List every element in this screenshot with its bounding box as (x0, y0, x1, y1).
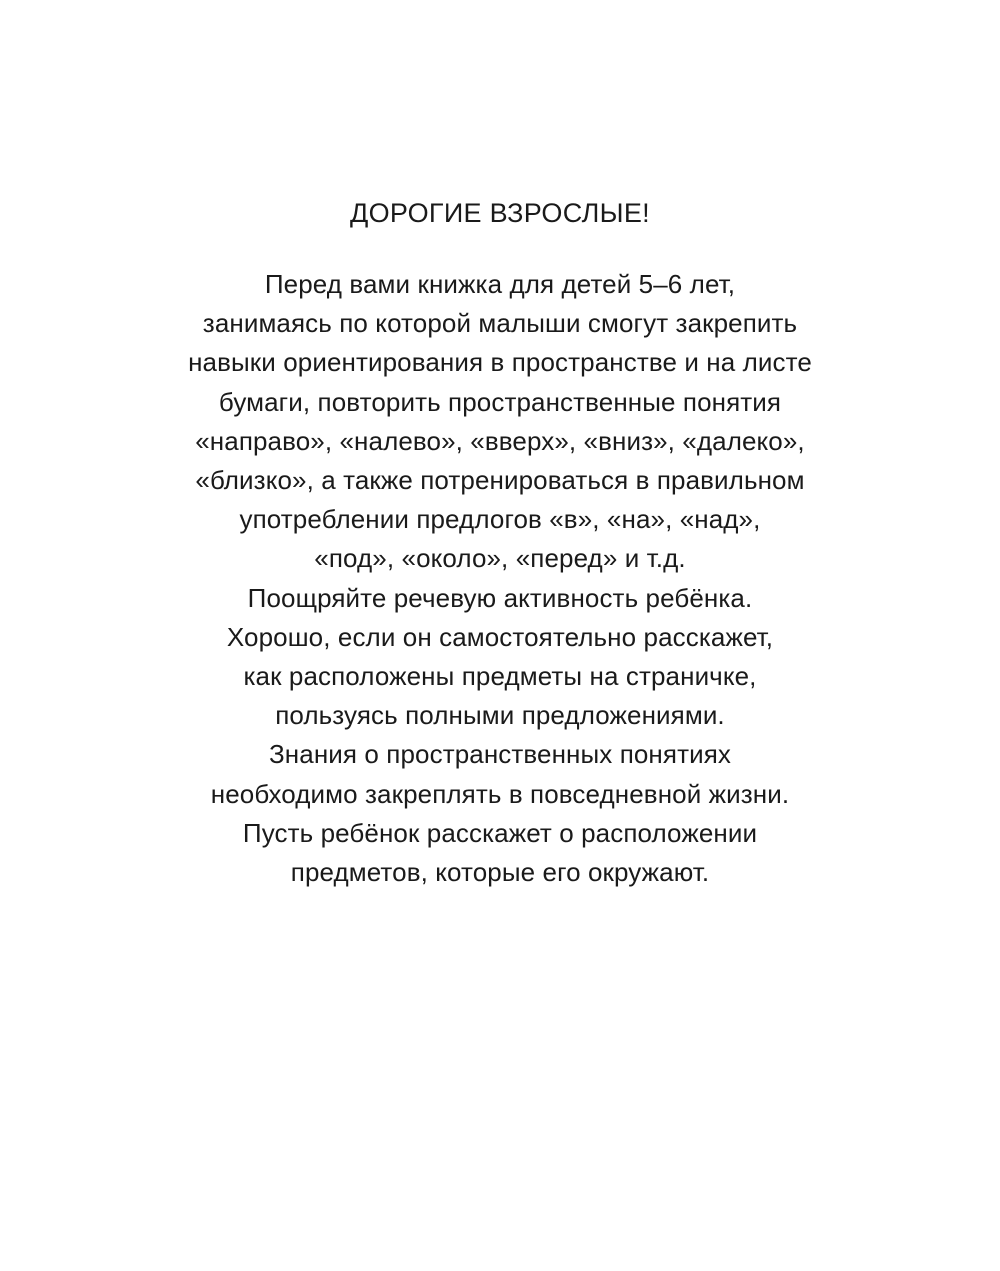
text-line: навыки ориентирования в пространстве и на листе (188, 347, 812, 378)
text-line: «направо», «налево», «вверх», «вниз», «далеко», (195, 425, 805, 456)
text-line: употреблении предлогов «в», «на», «над», (239, 504, 761, 535)
text-line: необходимо закреплять в повседневной жизни. (210, 778, 790, 809)
text-line: как расположены предметы на страничке, (243, 661, 757, 692)
text-line: Пусть ребёнок расскажет о расположении (242, 817, 758, 848)
text-line: Хорошо, если он самостоятельно расскажет, (226, 621, 774, 652)
text-line: Перед вами книжка для детей 5–6 лет, (264, 269, 736, 299)
text-line: бумаги, повторить пространственные понятия (218, 386, 782, 417)
page-title: ДОРОГИЕ ВЗРОСЛЫЕ! (350, 198, 650, 228)
text-line: Знания о пространственных понятиях (269, 739, 731, 770)
text-line: пользуясь полными предложениями. (275, 700, 725, 731)
text-line: предметов, которые его окружают. (290, 857, 710, 888)
body-text (0, 265, 1000, 892)
text-line: занимаясь по которой малыши смогут закрепить (202, 308, 798, 339)
text-line: «под», «около», «перед» и т.д. (314, 543, 686, 574)
text-line: Поощряйте речевую активность ребёнка. (247, 582, 753, 613)
text-line: «близко», а также потренироваться в правильном (195, 465, 805, 496)
